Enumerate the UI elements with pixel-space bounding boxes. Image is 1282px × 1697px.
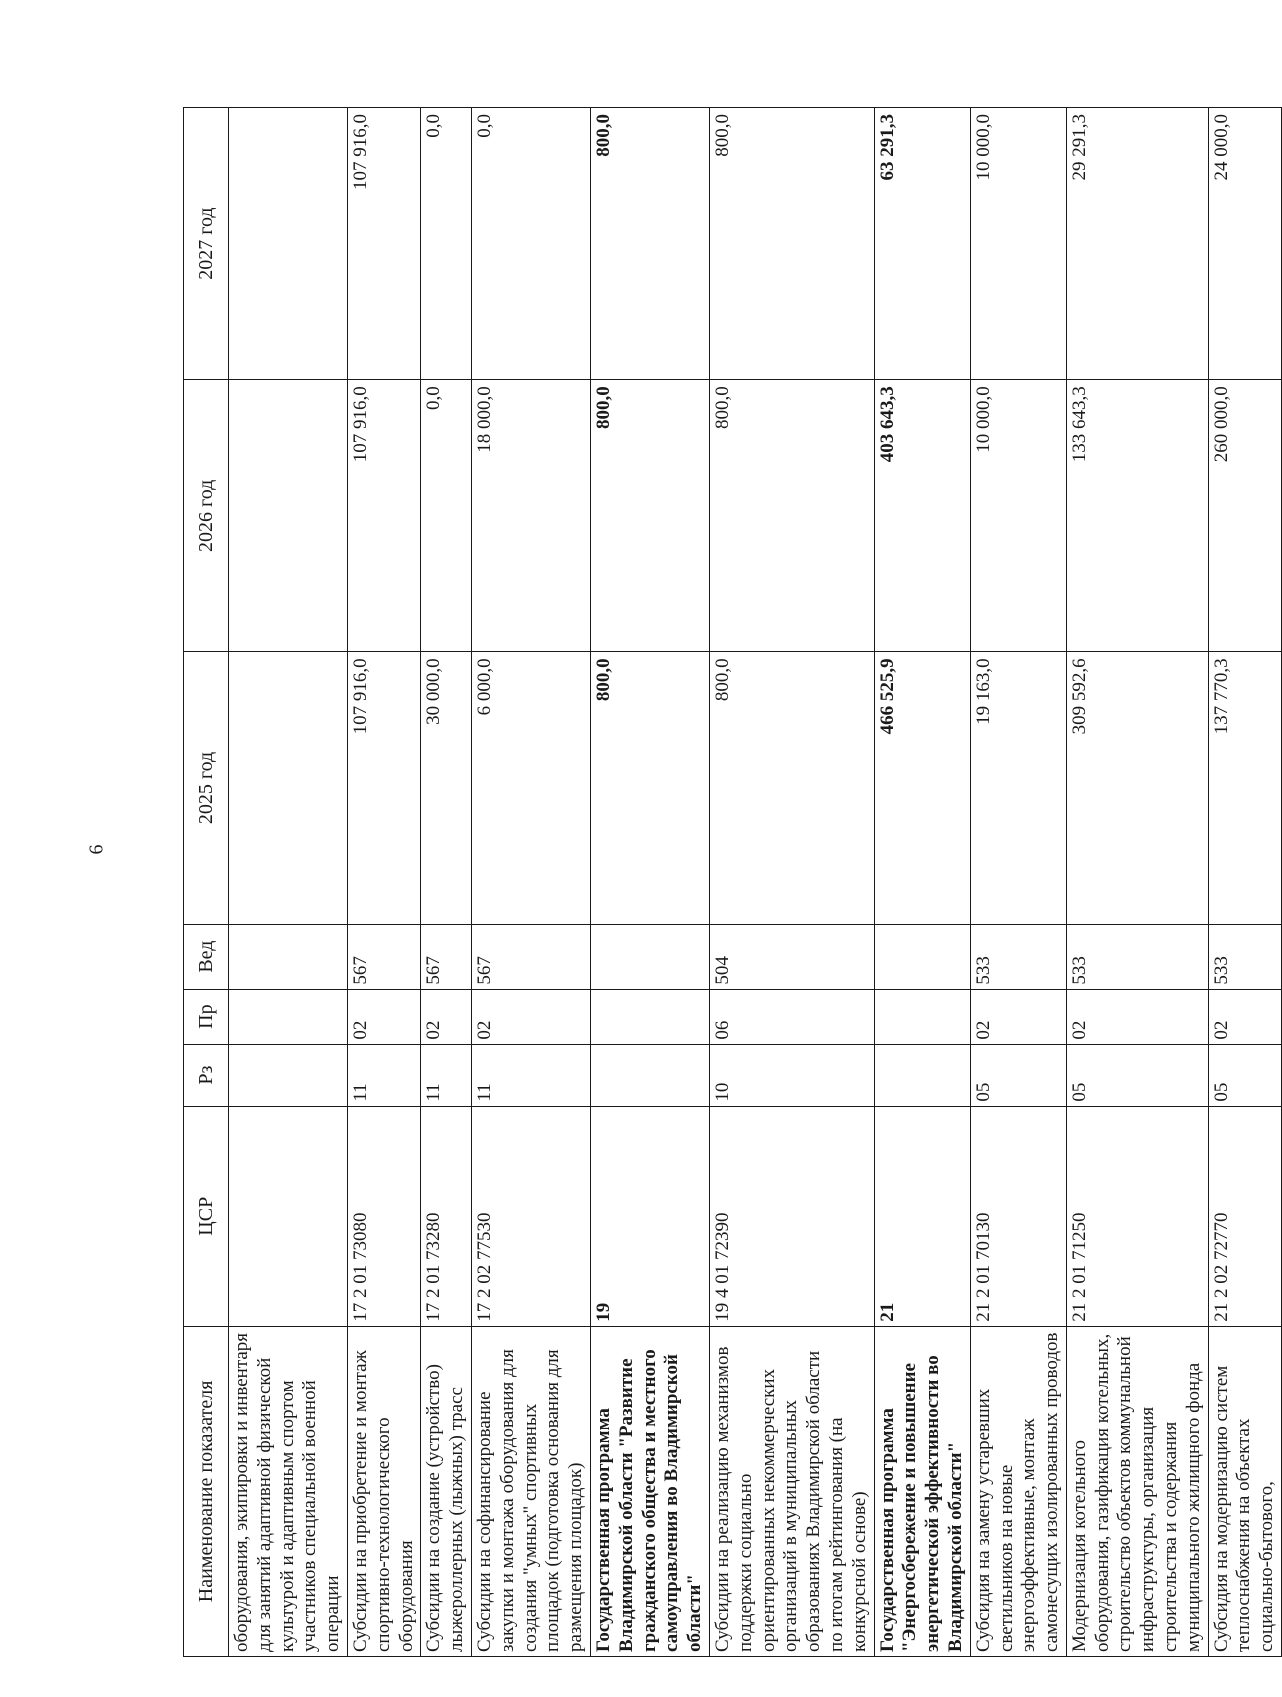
cell-2027: 107 916,0	[347, 108, 420, 380]
cell-name: Субсидии на приобретение и монтаж спортивно-технологического оборудования	[347, 1326, 420, 1656]
cell-pr: 02	[421, 989, 472, 1044]
cell-csr: 21 2 01 70130	[970, 1106, 1066, 1326]
table-header-row	[184, 108, 229, 1657]
cell-2026: 403 643,3	[874, 380, 970, 652]
cell-rz: 05	[970, 1044, 1066, 1106]
cell-name: Субсидии на софинансирование закупки и монтажа оборудования для создания "умных" спортивных площадок (подготовка основания для размещения площадок)	[471, 1326, 590, 1656]
cell-csr: 17 2 01 73080	[347, 1106, 420, 1326]
cell-name: оборудования, экипировки и инвентаря для занятий адаптивной физической культурой и адаптивным спортом участников специальной военной операции	[229, 1326, 348, 1656]
cell-ved: 567	[471, 924, 590, 989]
cell-csr: 17 2 02 77530	[471, 1106, 590, 1326]
cell-pr: 02	[1208, 989, 1281, 1044]
cell-2027: 24 000,0	[1208, 108, 1281, 380]
cell-rz: 11	[347, 1044, 420, 1106]
cell-csr: 21	[874, 1106, 970, 1326]
cell-2027: 800,0	[709, 108, 874, 380]
cell-ved	[229, 924, 348, 989]
cell-ved	[874, 924, 970, 989]
cell-2027: 0,0	[471, 108, 590, 380]
cell-csr: 21 2 02 72770	[1208, 1106, 1281, 1326]
cell-pr: 02	[1066, 989, 1208, 1044]
cell-2025: 19 163,0	[970, 652, 1066, 924]
table-row	[471, 108, 590, 1657]
cell-2025: 30 000,0	[421, 652, 472, 924]
header-rz: Рз	[184, 1044, 229, 1106]
cell-2025: 800,0	[709, 652, 874, 924]
cell-ved: 533	[1208, 924, 1281, 989]
table-row	[1208, 108, 1281, 1657]
cell-ved: 533	[1066, 924, 1208, 989]
cell-pr	[874, 989, 970, 1044]
cell-2026: 800,0	[590, 380, 709, 652]
header-2025: 2025 год	[184, 652, 229, 924]
cell-csr: 21 2 01 71250	[1066, 1106, 1208, 1326]
cell-name: Субсидия на замену устаревших светильников на новые энергоэффективные, монтаж самонесущих изолированных проводов	[970, 1326, 1066, 1656]
cell-csr: 19	[590, 1106, 709, 1326]
cell-2026	[229, 380, 348, 652]
cell-2025: 466 525,9	[874, 652, 970, 924]
cell-rz	[874, 1044, 970, 1106]
header-2026: 2026 год	[184, 380, 229, 652]
page-number: 6	[85, 844, 108, 855]
header-name: Наименование показателя	[184, 1326, 229, 1656]
cell-rz: 10	[709, 1044, 874, 1106]
cell-name: Субсидии на создание (устройство) лыжероллерных (лыжных) трасс	[421, 1326, 472, 1656]
table-row	[590, 108, 709, 1657]
table-row	[421, 108, 472, 1657]
header-csr: ЦСР	[184, 1106, 229, 1326]
cell-csr	[229, 1106, 348, 1326]
cell-2025: 6 000,0	[471, 652, 590, 924]
cell-2027: 800,0	[590, 108, 709, 380]
cell-name: Субсидия на модернизацию систем теплоснабжения на объектах социально-бытового,	[1208, 1326, 1281, 1656]
cell-2027: 10 000,0	[970, 108, 1066, 380]
budget-table	[183, 107, 1282, 1657]
cell-2025: 800,0	[590, 652, 709, 924]
cell-rz: 11	[421, 1044, 472, 1106]
cell-ved: 504	[709, 924, 874, 989]
table-row	[709, 108, 874, 1657]
cell-pr: 02	[347, 989, 420, 1044]
header-2027: 2027 год	[184, 108, 229, 380]
cell-ved: 533	[970, 924, 1066, 989]
cell-2025: 107 916,0	[347, 652, 420, 924]
cell-2025: 137 770,3	[1208, 652, 1281, 924]
cell-2026: 10 000,0	[970, 380, 1066, 652]
cell-2027: 63 291,3	[874, 108, 970, 380]
rotated-table-container	[183, 107, 1278, 1657]
cell-2026: 107 916,0	[347, 380, 420, 652]
cell-name: Субсидии на реализацию механизмов поддержки социально ориентированных некоммерческих организаций в муниципальных образованиях Владимирской области по итогам рейтингования (на конкурсной основе)	[709, 1326, 874, 1656]
cell-pr: 02	[471, 989, 590, 1044]
cell-pr	[590, 989, 709, 1044]
cell-2027: 29 291,3	[1066, 108, 1208, 380]
header-pr: Пр	[184, 989, 229, 1044]
cell-name: Государственная программа "Энергосбережение и повышение энергетической эффективности во Владимирской области"	[874, 1326, 970, 1656]
cell-rz: 05	[1208, 1044, 1281, 1106]
table-row	[1066, 108, 1208, 1657]
header-ved: Вед	[184, 924, 229, 989]
cell-2026: 0,0	[421, 380, 472, 652]
cell-ved	[590, 924, 709, 989]
table-row	[874, 108, 970, 1657]
cell-rz	[590, 1044, 709, 1106]
table-row	[229, 108, 348, 1657]
cell-2026: 133 643,3	[1066, 380, 1208, 652]
cell-pr	[229, 989, 348, 1044]
cell-pr: 02	[970, 989, 1066, 1044]
cell-2026: 18 000,0	[471, 380, 590, 652]
cell-2027	[229, 108, 348, 380]
cell-rz: 05	[1066, 1044, 1208, 1106]
cell-name: Модернизация котельного оборудования, газификация котельных, строительство объектов коммунальной инфраструктуры, организация строительства и содержания муниципального жилищного фонда	[1066, 1326, 1208, 1656]
table-row	[970, 108, 1066, 1657]
cell-ved: 567	[421, 924, 472, 989]
cell-2026: 800,0	[709, 380, 874, 652]
cell-pr: 06	[709, 989, 874, 1044]
cell-rz	[229, 1044, 348, 1106]
cell-csr: 19 4 01 72390	[709, 1106, 874, 1326]
cell-2025: 309 592,6	[1066, 652, 1208, 924]
cell-2025	[229, 652, 348, 924]
cell-2027: 0,0	[421, 108, 472, 380]
table-row	[347, 108, 420, 1657]
cell-name: Государственная программа Владимирской области "Развитие гражданского общества и местного самоуправления во Владимирской области"	[590, 1326, 709, 1656]
cell-csr: 17 2 01 73280	[421, 1106, 472, 1326]
cell-2026: 260 000,0	[1208, 380, 1281, 652]
cell-ved: 567	[347, 924, 420, 989]
cell-rz: 11	[471, 1044, 590, 1106]
